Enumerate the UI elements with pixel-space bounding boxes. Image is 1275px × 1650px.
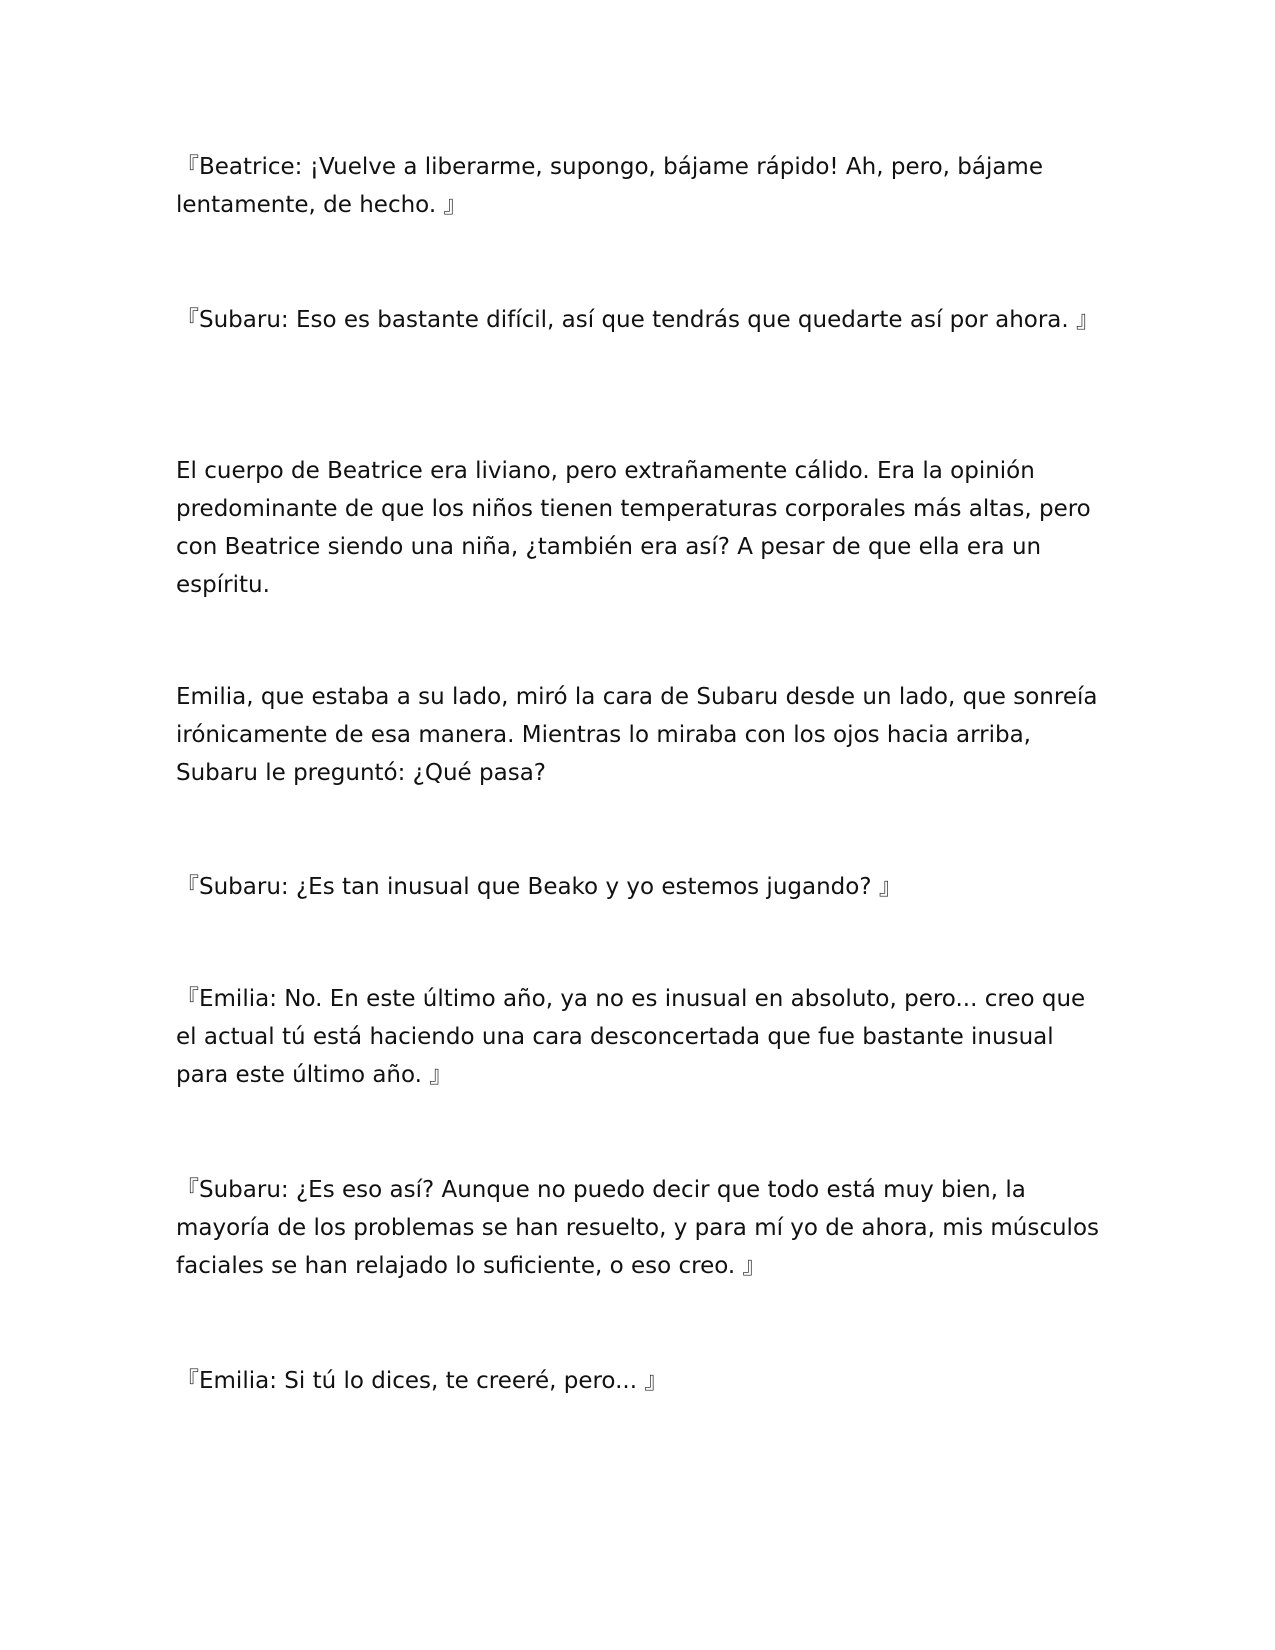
paragraph-dialogue-emilia: 『Emilia: Si tú lo dices, te creeré, pero... 』 — [176, 1368, 668, 1394]
paragraph-dialogue-subaru: 『Subaru: ¿Es eso así? Aunque no puedo decir que todo está muy bien, la mayoría de los problemas se han resuelto, y para mí yo de ahora, mis músculos faciales se han relajado lo suficiente, o eso creo. 』 — [176, 1177, 1099, 1279]
paragraph-dialogue-subaru: 『Subaru: Eso es bastante difícil, así que tendrás que quedarte así por ahora. 』 — [176, 307, 1100, 333]
paragraph-dialogue-subaru: 『Subaru: ¿Es tan inusual que Beako y yo estemos jugando? 』 — [176, 874, 902, 900]
paragraph-narration: El cuerpo de Beatrice era liviano, pero extrañamente cálido. Era la opinión predominante de que los niños tienen temperaturas corporales más altas, pero con Beatrice siendo una niña, ¿también era así? A pesar de que ella era un espíritu. — [176, 458, 1091, 598]
paragraph-dialogue-beatrice: 『Beatrice: ¡Vuelve a liberarme, supongo, bájame rápido! Ah, pero, bájame lentamente, de hecho. 』 — [176, 154, 1043, 218]
paragraph-dialogue-emilia: 『Emilia: No. En este último año, ya no es inusual en absoluto, pero... creo que el actual tú está haciendo una cara desconcertada que fue bastante inusual para este último año. 』 — [176, 986, 1086, 1088]
paragraph-narration: Emilia, que estaba a su lado, miró la cara de Subaru desde un lado, que sonreía irónicamente de esa manera. Mientras lo miraba con los ojos hacia arriba, Subaru le preguntó: ¿Qué pasa? — [176, 684, 1098, 786]
